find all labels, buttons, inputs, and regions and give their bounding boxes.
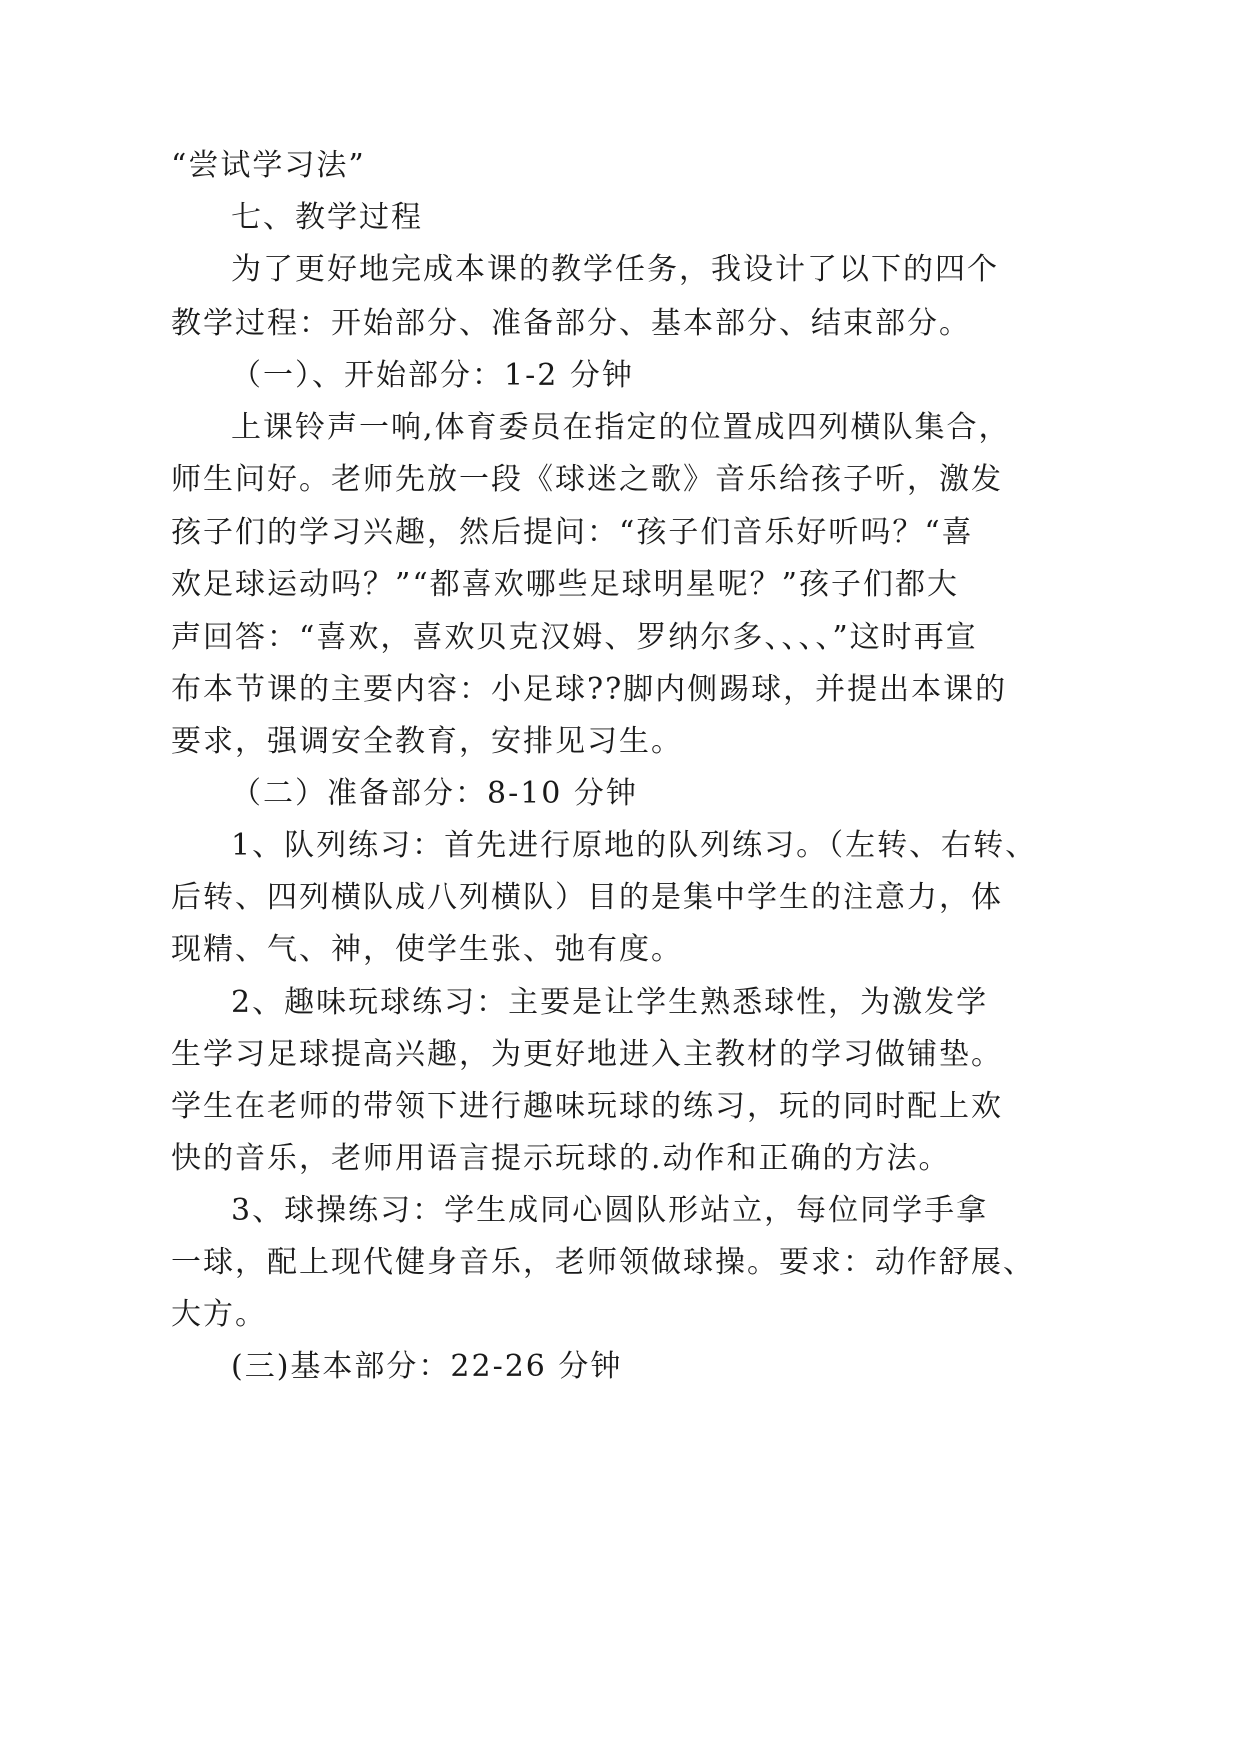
text-line: 声回答：“喜欢，喜欢贝克汉姆、罗纳尔多、、、、”这时再宣 [171, 620, 978, 655]
text-line: 现精、气、神，使学生张、弛有度。 [171, 932, 683, 967]
text-line: 大方。 [171, 1297, 267, 1332]
text-line: 快的音乐，老师用语言提示玩球的.动作和正确的方法。 [171, 1141, 951, 1176]
text-line: 2、趣味玩球练习：主要是让学生熟悉球性，为激发学 [231, 985, 989, 1020]
text-line: 欢足球运动吗？”“都喜欢哪些足球明星呢？”孩子们都大 [171, 567, 960, 602]
text-line: 布本节课的主要内容：小足球??脚内侧踢球，并提出本课的 [171, 672, 1008, 707]
subsection-heading: （一）、开始部分：1-2 分钟 [231, 358, 634, 393]
text-line: 上课铃声一响,体育委员在指定的位置成四列横队集合， [231, 410, 1011, 445]
text-line: 学生在老师的带领下进行趣味玩球的练习，玩的同时配上欢 [171, 1089, 1003, 1124]
text-line: 1、队列练习：首先进行原地的队列练习。（左转、右转、 [231, 828, 1038, 863]
text-line: 师生问好。老师先放一段《球迷之歌》音乐给孩子听，激发 [171, 462, 1003, 497]
text-line: 一球，配上现代健身音乐，老师领做球操。要求：动作舒展、 [171, 1245, 1035, 1280]
text-line: 后转、四列横队成八列横队）目的是集中学生的注意力，体 [171, 880, 1003, 915]
text-line: 孩子们的学习兴趣，然后提问：“孩子们音乐好听吗？“喜 [171, 515, 974, 550]
text-line: “尝试学习法” [171, 148, 366, 183]
subsection-heading: （二）准备部分：8-10 分钟 [231, 776, 638, 811]
text-line: 教学过程：开始部分、准备部分、基本部分、结束部分。 [171, 306, 971, 341]
subsection-heading: (三)基本部分：22-26 分钟 [231, 1349, 623, 1384]
section-heading: 七、教学过程 [231, 200, 423, 235]
text-line: 要求，强调安全教育，安排见习生。 [171, 724, 683, 759]
text-line: 生学习足球提高兴趣，为更好地进入主教材的学习做铺垫。 [171, 1037, 1003, 1072]
text-line: 3、球操练习：学生成同心圆队形站立，每位同学手拿 [231, 1193, 989, 1228]
text-line: 为了更好地完成本课的教学任务，我设计了以下的四个 [231, 252, 999, 287]
